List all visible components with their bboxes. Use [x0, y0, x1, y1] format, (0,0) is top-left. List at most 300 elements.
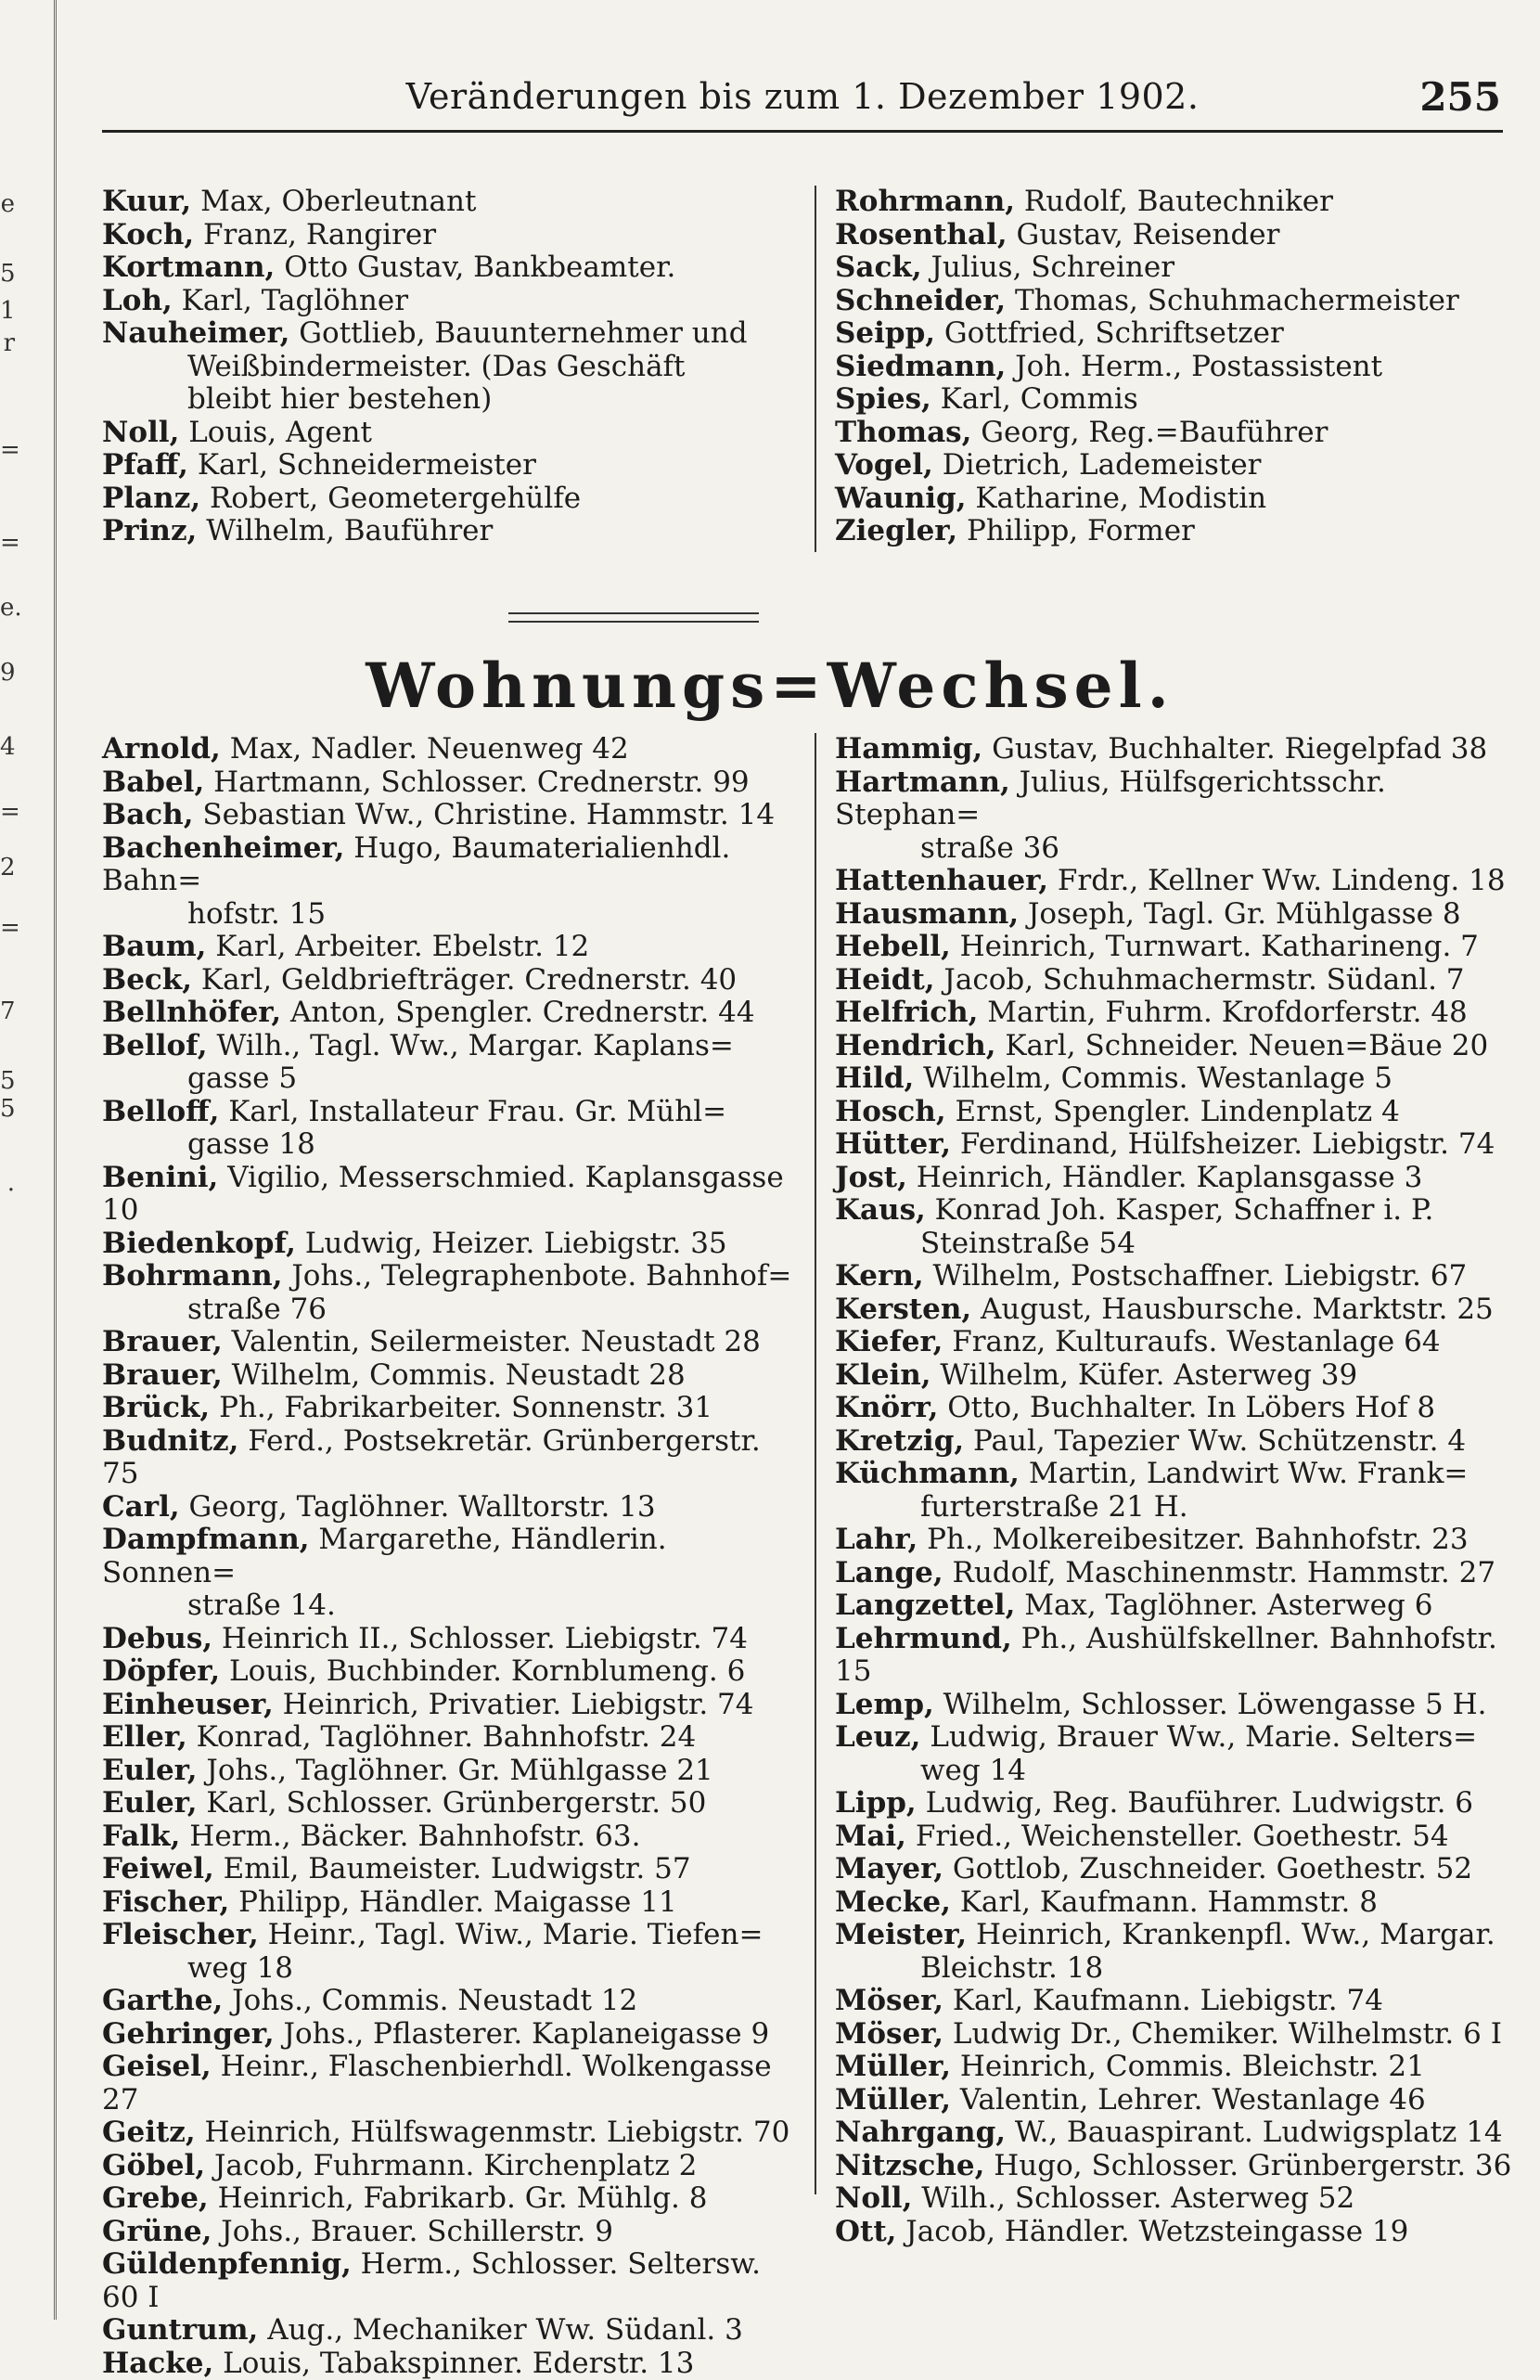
facing-page-edge [0, 0, 57, 2320]
entry-surname: Heidt, [835, 963, 935, 997]
directory-entry [835, 383, 1512, 417]
entry-continuation: straße 14. [102, 1589, 798, 1623]
entry-surname: Güldenpfennig, [102, 2247, 352, 2281]
directory-entry [835, 1062, 1521, 1096]
entry-surname: Bellnhöfer, [102, 996, 281, 1029]
entry-surname: Koch, [102, 218, 194, 251]
entry-continuation: straße 36 [835, 832, 1521, 866]
entry-surname: Grebe, [102, 2181, 209, 2215]
entry-details: Sebastian Ww., Christine. Hammstr. 14 [194, 798, 776, 831]
entry-surname: Hartmann, [835, 765, 1010, 799]
entry-continuation: gasse 5 [102, 1062, 798, 1096]
directory-entry [102, 449, 789, 482]
entry-surname: Hammig, [835, 732, 982, 765]
entry-details: Frdr., Kellner Ww. Lindeng. 18 [1048, 864, 1506, 897]
entry-surname: Ziegler, [835, 514, 957, 547]
entry-continuation: bleibt hier bestehen) [102, 383, 789, 417]
entry-surname: Fischer, [102, 1885, 229, 1919]
entry-details: Joh. Herm., Postassistent [1006, 350, 1382, 383]
directory-entry [102, 1721, 798, 1755]
running-head-title: Veränderungen bis zum 1. Dezember 1902. [102, 76, 1503, 117]
entry-details: Gottlob, Zuschneider. Goethestr. 52 [943, 1852, 1472, 1885]
entry-surname: Bachenheimer, [102, 831, 344, 865]
entry-details: Louis, Tabakspinner. Ederstr. 13 [213, 2347, 694, 2380]
entry-details: Heinrich, Hülfswagenmstr. Liebigstr. 70 [196, 2116, 790, 2149]
directory-entry [102, 1853, 798, 1886]
entry-details: Louis, Buchbinder. Kornblumeng. 6 [220, 1654, 745, 1688]
entry-surname: Lange, [835, 1556, 943, 1589]
directory-entry [835, 251, 1512, 285]
entry-details: Hartmann, Schlosser. Crednerstr. 99 [204, 765, 749, 799]
section-rule [508, 612, 759, 623]
entry-details: Max, Oberleutnant [191, 185, 476, 218]
entry-details: Martin, Fuhrm. Krofdorferstr. 48 [978, 996, 1467, 1029]
directory-entry [102, 931, 798, 964]
right-entry-column [835, 733, 1521, 2248]
directory-entry [835, 1689, 1521, 1722]
margin-mark: 5 [0, 260, 15, 288]
entry-details: Anton, Spengler. Crednerstr. 44 [281, 996, 754, 1029]
entry-surname: Brauer, [102, 1325, 223, 1358]
entry-surname: Dampfmann, [102, 1523, 310, 1556]
entry-details: Wilhelm, Küfer. Asterweg 39 [931, 1358, 1358, 1392]
entry-details: Wilh., Schlosser. Asterweg 52 [912, 2181, 1354, 2215]
margin-mark: = [0, 529, 15, 557]
directory-entry [102, 1919, 798, 1952]
directory-entry [835, 733, 1521, 766]
entry-details: Johs., Taglöhner. Gr. Mühlgasse 21 [198, 1754, 713, 1787]
directory-entry [835, 1293, 1521, 1327]
entry-details: Otto, Buchhalter. In Löbers Hof 8 [938, 1391, 1435, 1424]
directory-entry [102, 1820, 798, 1854]
directory-entry [835, 964, 1521, 997]
entry-surname: Prinz, [102, 514, 197, 547]
entry-details: Dietrich, Lademeister [933, 448, 1262, 482]
margin-mark: 9 [0, 659, 15, 687]
directory-entry [102, 1228, 798, 1261]
directory-entry [102, 285, 789, 318]
directory-entry [835, 1260, 1521, 1293]
directory-entry [102, 1655, 798, 1689]
directory-entry [835, 2216, 1521, 2249]
entry-details: Philipp, Händler. Maigasse 11 [229, 1885, 676, 1919]
entry-continuation: furterstraße 21 H. [835, 1491, 1521, 1524]
entry-surname: Müller, [835, 2083, 951, 2116]
directory-entry [102, 2018, 798, 2052]
margin-mark: 5 [0, 1067, 15, 1095]
directory-entry [835, 1524, 1521, 1557]
entry-details: Karl, Commis [931, 382, 1138, 416]
margin-mark: 7 [0, 997, 15, 1025]
entry-details: Rudolf, Maschinenmstr. Hammstr. 27 [943, 1556, 1495, 1589]
entry-details: Margarethe, Händlerin. Sonnen= [102, 1523, 667, 1589]
directory-entry [835, 1128, 1521, 1162]
directory-entry [102, 1755, 798, 1788]
margin-mark: = [0, 914, 15, 942]
directory-entry [102, 1886, 798, 1920]
entry-details: Ernst, Spengler. Lindenplatz 4 [946, 1095, 1400, 1128]
entry-details: Georg, Reg.=Bauführer [971, 416, 1328, 449]
top-left-list [102, 186, 789, 548]
directory-entry [102, 515, 789, 548]
entry-details: Emil, Baumeister. Ludwigstr. 57 [214, 1852, 691, 1885]
entry-details: Aug., Mechaniker Ww. Südanl. 3 [258, 2313, 742, 2347]
directory-entry [102, 2248, 798, 2314]
directory-entry [835, 931, 1521, 964]
entry-details: Hugo, Baumaterialienhdl. Bahn= [102, 831, 730, 898]
entry-surname: Knörr, [835, 1391, 938, 1424]
entry-surname: Helfrich, [835, 996, 978, 1029]
entry-details: Ludwig Dr., Chemiker. Wilhelmstr. 6 I [943, 2017, 1502, 2051]
directory-entry [835, 1326, 1521, 1359]
entry-details: Konrad Joh. Kasper, Schaffner i. P. [926, 1193, 1434, 1227]
entry-surname: Lehrmund, [835, 1622, 1012, 1655]
directory-entry [835, 2051, 1521, 2084]
entry-details: Gottlieb, Bauunternehmer und [289, 316, 747, 350]
entry-surname: Möser, [835, 2017, 943, 2051]
directory-entry [102, 1030, 798, 1063]
entry-surname: Spies, [835, 382, 931, 416]
entry-surname: Nitzsche, [835, 2149, 984, 2182]
directory-entry [835, 1886, 1521, 1920]
entry-details: W., Bauaspirant. Ludwigsplatz 14 [1006, 2116, 1503, 2149]
entry-surname: Schneider, [835, 284, 1006, 317]
entry-details: Ph., Molkereibesitzer. Bahnhofstr. 23 [918, 1523, 1468, 1556]
directory-entry [835, 2084, 1521, 2117]
entry-details: Karl, Schlosser. Grünbergerstr. 50 [198, 1786, 707, 1820]
entry-surname: Sack, [835, 251, 922, 284]
entry-surname: Fleischer, [102, 1918, 259, 1951]
directory-entry [835, 417, 1512, 450]
entry-details: Julius, Schreiner [922, 251, 1174, 284]
entry-surname: Mai, [835, 1820, 906, 1853]
entry-surname: Jost, [835, 1161, 907, 1194]
entry-surname: Bohrmann, [102, 1259, 283, 1293]
top-column-divider [815, 186, 816, 552]
directory-entry [102, 1623, 798, 1656]
entry-details: Franz, Rangirer [194, 218, 436, 251]
directory-entry [835, 1787, 1521, 1820]
entry-details: Martin, Landwirt Ww. Frank= [1020, 1457, 1468, 1490]
entry-surname: Hacke, [102, 2347, 213, 2380]
entry-continuation: weg 18 [102, 1952, 798, 1986]
margin-mark: = [0, 436, 15, 464]
directory-entry [835, 766, 1521, 832]
entry-details: Wilhelm, Postschaffner. Liebigstr. 67 [924, 1259, 1468, 1293]
entry-details: Heinrich, Turnwart. Katharineng. 7 [951, 930, 1479, 963]
entry-details: Heinr., Tagl. Wiw., Marie. Tiefen= [259, 1918, 764, 1951]
directory-entry [835, 515, 1512, 548]
entry-details: Georg, Taglöhner. Walltorstr. 13 [180, 1490, 656, 1524]
entry-continuation: Steinstraße 54 [835, 1228, 1521, 1261]
entry-surname: Brück, [102, 1391, 210, 1424]
entry-continuation: weg 14 [835, 1755, 1521, 1788]
entry-details: Gustav, Buchhalter. Riegelpfad 38 [982, 732, 1487, 765]
entry-details: Karl, Schneider. Neuen=Bäue 20 [996, 1029, 1489, 1062]
entry-details: Jacob, Fuhrmann. Kirchenplatz 2 [205, 2149, 697, 2182]
entry-details: Karl, Installateur Frau. Gr. Mühl= [219, 1095, 726, 1128]
entry-details: Ludwig, Heizer. Liebigstr. 35 [296, 1227, 727, 1260]
entry-surname: Thomas, [835, 416, 971, 449]
entry-surname: Carl, [102, 1490, 180, 1524]
directory-entry [102, 219, 789, 252]
entry-details: Heinrich, Fabrikarb. Gr. Mühlg. 8 [209, 2181, 708, 2215]
entry-surname: Rohrmann, [835, 185, 1015, 218]
entry-surname: Beck, [102, 963, 192, 997]
directory-entry [102, 2182, 798, 2216]
directory-entry [835, 482, 1512, 516]
directory-entry [835, 1096, 1521, 1129]
entry-details: Louis, Agent [179, 416, 372, 449]
entry-surname: Grüne, [102, 2215, 212, 2248]
entry-surname: Geisel, [102, 2050, 212, 2083]
entry-details: Heinr., Flaschenbierhdl. Wolkengasse 27 [102, 2050, 772, 2116]
directory-entry [835, 1721, 1521, 1755]
entry-surname: Mayer, [835, 1852, 943, 1885]
entry-surname: Hebell, [835, 930, 951, 963]
directory-entry [102, 1162, 798, 1228]
entry-surname: Bellof, [102, 1029, 208, 1062]
entry-surname: Nahrgang, [835, 2116, 1006, 2149]
entry-details: Rudolf, Bautechniker [1015, 185, 1333, 218]
entry-details: Johs., Telegraphenbote. Bahnhof= [283, 1259, 792, 1293]
entry-details: Valentin, Seilermeister. Neustadt 28 [223, 1325, 761, 1358]
entry-surname: Benini, [102, 1161, 218, 1194]
directory-entry [835, 1589, 1521, 1623]
directory-entry [102, 997, 798, 1030]
directory-entry [102, 964, 798, 997]
entry-surname: Bach, [102, 798, 194, 831]
running-head [102, 74, 1503, 133]
entry-surname: Kaus, [835, 1193, 926, 1227]
directory-entry [102, 482, 789, 516]
entry-surname: Kortmann, [102, 251, 275, 284]
entry-surname: Seipp, [835, 316, 935, 350]
directory-entry [102, 2348, 798, 2380]
entry-surname: Arnold, [102, 732, 221, 765]
directory-entry [835, 1853, 1521, 1886]
directory-entry [102, 1787, 798, 1820]
entry-surname: Debus, [102, 1622, 212, 1655]
entry-surname: Siedmann, [835, 350, 1006, 383]
entry-details: Max, Nadler. Neuenweg 42 [221, 732, 629, 765]
entry-details: Ph., Aushülfskellner. Bahnhofstr. 15 [835, 1622, 1497, 1689]
directory-entry [102, 1359, 798, 1393]
entry-surname: Leuz, [835, 1720, 920, 1754]
margin-mark: = [0, 798, 15, 826]
entry-details: Karl, Taglöhner [173, 284, 408, 317]
directory-entry [835, 219, 1512, 252]
entry-surname: Lipp, [835, 1786, 917, 1820]
directory-entry [835, 898, 1521, 932]
entry-surname: Kiefer, [835, 1325, 943, 1358]
entry-surname: Garthe, [102, 1984, 223, 2017]
directory-entry [835, 1030, 1521, 1063]
entry-details: Jacob, Händler. Wetzsteingasse 19 [896, 2215, 1408, 2248]
entry-surname: Baum, [102, 930, 206, 963]
entry-details: Gottfried, Schriftsetzer [935, 316, 1284, 350]
entry-details: Wilh., Tagl. Ww., Margar. Kaplans= [208, 1029, 734, 1062]
entry-details: Franz, Kulturaufs. Westanlage 64 [943, 1325, 1440, 1358]
entry-details: Karl, Kaufmann. Liebigstr. 74 [943, 1984, 1383, 2017]
directory-entry [835, 285, 1512, 318]
entry-continuation: gasse 18 [102, 1128, 798, 1162]
entry-surname: Kuur, [102, 185, 191, 218]
entry-surname: Biedenkopf, [102, 1227, 296, 1260]
margin-mark: 1 [0, 297, 15, 325]
margin-mark: 4 [0, 733, 15, 761]
directory-entry [835, 2150, 1521, 2183]
entry-details: Joseph, Tagl. Gr. Mühlgasse 8 [1019, 897, 1460, 931]
entry-details: Heinrich, Krankenpfl. Ww., Margar. [967, 1918, 1495, 1951]
directory-entry [835, 1425, 1521, 1459]
entry-details: Gustav, Reisender [1007, 218, 1280, 251]
directory-entry [102, 1326, 798, 1359]
entry-details: Heinrich, Händler. Kaplansgasse 3 [907, 1161, 1422, 1194]
entry-details: Karl, Geldbriefträger. Crednerstr. 40 [192, 963, 737, 997]
entry-details: Johs., Pflasterer. Kaplaneigasse 9 [275, 2017, 770, 2051]
entry-details: Wilhelm, Commis. Westanlage 5 [914, 1061, 1392, 1095]
entry-details: Wilhelm, Commis. Neustadt 28 [223, 1358, 686, 1392]
margin-mark: 5 [0, 1095, 15, 1123]
entry-surname: Küchmann, [835, 1457, 1020, 1490]
directory-entry [102, 2216, 798, 2249]
entry-surname: Hütter, [835, 1127, 951, 1161]
entry-surname: Babel, [102, 765, 204, 799]
entry-details: Hugo, Schlosser. Grünbergerstr. 36 [984, 2149, 1511, 2182]
entry-details: Katharine, Modistin [967, 482, 1267, 515]
directory-entry [102, 1425, 798, 1491]
margin-mark: . [0, 1169, 15, 1197]
directory-entry [102, 251, 789, 285]
entry-surname: Noll, [835, 2181, 912, 2215]
entry-details: Jacob, Schuhmachermstr. Südanl. 7 [935, 963, 1465, 997]
entry-details: Wilhelm, Schlosser. Löwengasse 5 H. [934, 1688, 1487, 1721]
directory-entry [102, 799, 798, 832]
entry-surname: Kretzig, [835, 1424, 964, 1458]
entry-surname: Lahr, [835, 1523, 918, 1556]
directory-entry [102, 417, 789, 450]
entry-details: Paul, Tapezier Ww. Schützenstr. 4 [964, 1424, 1466, 1458]
directory-entry [102, 1524, 798, 1589]
entry-surname: Ott, [835, 2215, 896, 2248]
directory-entry [835, 1194, 1521, 1228]
directory-entry [102, 766, 798, 800]
entry-surname: Pfaff, [102, 448, 188, 482]
directory-entry [835, 865, 1521, 898]
margin-mark: 2 [0, 854, 15, 881]
entry-surname: Müller, [835, 2050, 951, 2083]
entry-surname: Planz, [102, 482, 200, 515]
section-title: Wohnungs=Wechsel. [0, 650, 1540, 722]
entry-continuation: Weißbindermeister. (Das Geschäft [102, 351, 789, 384]
entry-surname: Klein, [835, 1358, 931, 1392]
entry-details: Otto Gustav, Bankbeamter. [275, 251, 675, 284]
entry-continuation: hofstr. 15 [102, 898, 798, 932]
entry-surname: Hausmann, [835, 897, 1019, 931]
entry-surname: Döpfer, [102, 1654, 220, 1688]
directory-entry [102, 2051, 798, 2116]
directory-entry [835, 317, 1512, 351]
directory-entry [102, 1260, 798, 1293]
entry-details: Karl, Kaufmann. Hammstr. 8 [951, 1885, 1378, 1919]
directory-entry [102, 2314, 798, 2348]
entry-surname: Belloff, [102, 1095, 219, 1128]
entry-details: Robert, Geometergehülfe [200, 482, 581, 515]
entry-details: Johs., Commis. Neustadt 12 [223, 1984, 637, 2017]
entry-details: Wilhelm, Bauführer [197, 514, 493, 547]
directory-entry [102, 2116, 798, 2150]
entry-continuation: Bleichstr. 18 [835, 1952, 1521, 1986]
directory-entry [102, 1096, 798, 1129]
entry-surname: Falk, [102, 1820, 180, 1853]
entry-details: Max, Taglöhner. Asterweg 6 [1015, 1589, 1432, 1622]
entry-surname: Mecke, [835, 1885, 951, 1919]
entry-surname: Hosch, [835, 1095, 946, 1128]
entry-surname: Budnitz, [102, 1424, 238, 1458]
entry-details: Johs., Brauer. Schillerstr. 9 [212, 2215, 613, 2248]
entry-details: Ferd., Postsekretär. Grünbergerstr. 75 [102, 1424, 761, 1491]
entry-surname: Gehringer, [102, 2017, 275, 2051]
entry-surname: Feiwel, [102, 1852, 214, 1885]
entry-surname: Brauer, [102, 1358, 223, 1392]
directory-entry [102, 1689, 798, 1722]
entry-surname: Langzettel, [835, 1589, 1015, 1622]
entry-surname: Nauheimer, [102, 316, 289, 350]
directory-entry [102, 186, 789, 219]
entry-surname: Lemp, [835, 1688, 934, 1721]
top-right-list [835, 186, 1512, 548]
entry-surname: Hattenhauer, [835, 864, 1048, 897]
entry-surname: Hild, [835, 1061, 914, 1095]
directory-entry [835, 1820, 1521, 1854]
directory-entry [102, 733, 798, 766]
entry-details: Konrad, Taglöhner. Bahnhofstr. 24 [187, 1720, 696, 1754]
bottom-column-divider [815, 733, 816, 2194]
directory-entry [835, 2018, 1521, 2052]
entry-surname: Noll, [102, 416, 179, 449]
directory-entry [835, 2116, 1521, 2150]
directory-entry [102, 832, 798, 898]
entry-details: Herm., Schlosser. Seltersw. 60 I [102, 2247, 761, 2314]
left-entry-column [102, 733, 798, 2380]
directory-entry [102, 1392, 798, 1425]
entry-surname: Eller, [102, 1720, 187, 1754]
margin-mark: r [0, 329, 15, 357]
directory-entry [835, 1359, 1521, 1393]
entry-surname: Meister, [835, 1918, 967, 1951]
entry-surname: Geitz, [102, 2116, 196, 2149]
entry-surname: Euler, [102, 1754, 198, 1787]
entry-details: Valentin, Lehrer. Westanlage 46 [951, 2083, 1426, 2116]
entry-details: Karl, Arbeiter. Ebelstr. 12 [206, 930, 589, 963]
entry-surname: Göbel, [102, 2149, 205, 2182]
entry-surname: Kersten, [835, 1293, 971, 1326]
directory-entry [835, 351, 1512, 384]
entry-surname: Loh, [102, 284, 173, 317]
entry-surname: Rosenthal, [835, 218, 1007, 251]
entry-surname: Vogel, [835, 448, 933, 482]
entry-continuation: straße 76 [102, 1293, 798, 1327]
directory-entry [835, 1985, 1521, 2018]
entry-details: Ludwig, Reg. Bauführer. Ludwigstr. 6 [917, 1786, 1473, 1820]
directory-entry [835, 1392, 1521, 1425]
directory-entry [835, 1919, 1521, 1952]
directory-entry [835, 186, 1512, 219]
page-number: 255 [1419, 74, 1501, 120]
entry-details: Fried., Weichensteller. Goethestr. 54 [906, 1820, 1449, 1853]
entry-details: Ferdinand, Hülfsheizer. Liebigstr. 74 [951, 1127, 1495, 1161]
